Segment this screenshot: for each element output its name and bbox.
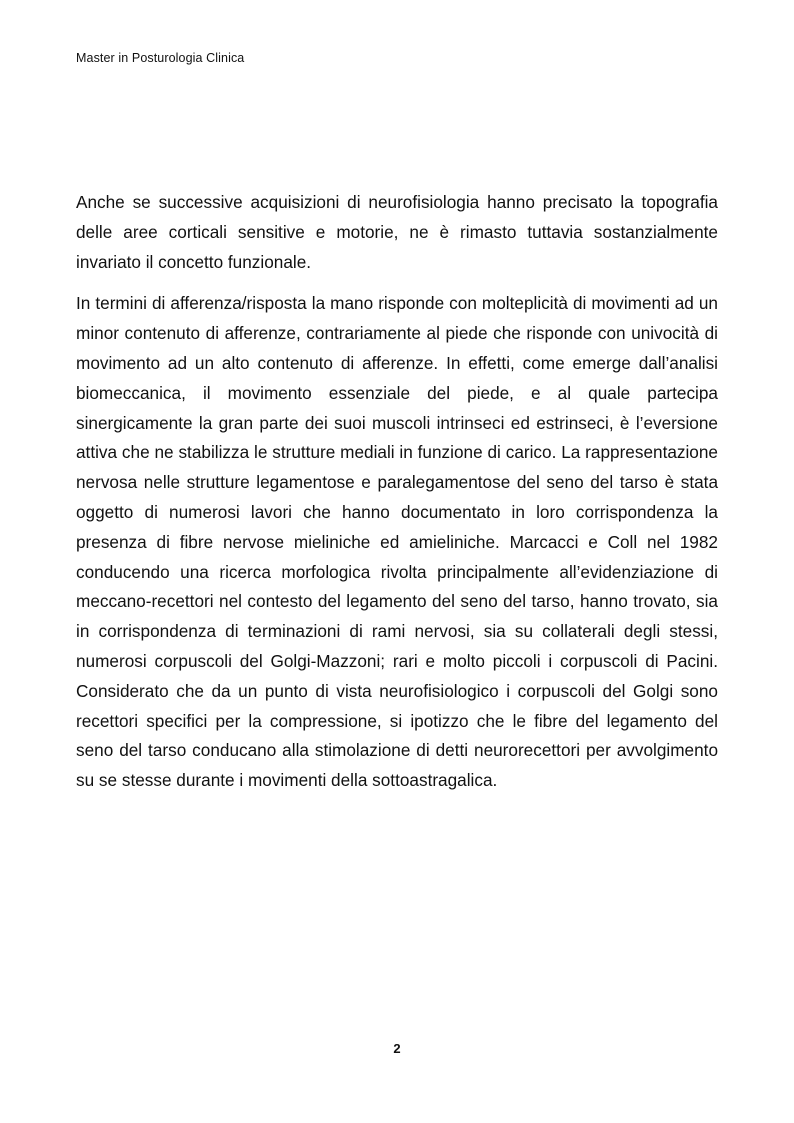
paragraph: Anche se successive acquisizioni di neurofisiologia hanno precisato la topografia delle aree corticali sensitive e motorie, ne è rimasto tuttavia sostanzialmente invariato il concetto funzionale. (76, 192, 718, 272)
page-header: Master in Posturologia Clinica (76, 51, 245, 65)
paragraph: In termini di afferenza/risposta la mano risponde con molteplicità di movimenti ad un minor contenuto di afferenze, contrariamente al piede che risponde con univocità di movimento ad un alto contenuto di afferenze. In effetti, come emerge dall’analisi biomeccanica, il movimento essenziale del piede, e al quale partecipa sinergicamente la gran parte dei suoi muscoli intrinseci ed estrinseci, è l’eversione attiva che ne stabilizza le strutture mediali in funzione di carico. La rappresentazione nervosa nelle strutture legamentose e paralegamentose del seno del tarso è stata oggetto di numerosi lavori che hanno documentato in loro corrispondenza la presenza di fibre nervose mieliniche ed amieliniche. Marcacci e Coll nel 1982 conducendo una ricerca morfologica rivolta principalmente all’evidenziazione di meccano-recettori nel contesto del legamento del seno del tarso, hanno trovato, sia in corrispondenza di terminazioni di rami nervosi, sia su collaterali degli stessi, numerosi corpuscoli del Golgi-Mazzoni; rari e molto piccoli i corpuscoli di Pacini. Considerato che da un punto di vista neurofisiologico i corpuscoli del Golgi sono recettori specifici per la compressione, si ipotizzo che le fibre del legamento del seno del tarso conducano alla stimolazione di detti neurorecettori per avvolgimento su se stesse durante i movimenti della sottoastragalica. (76, 293, 718, 791)
page-number: 2 (393, 1041, 401, 1056)
body-text (76, 188, 718, 808)
